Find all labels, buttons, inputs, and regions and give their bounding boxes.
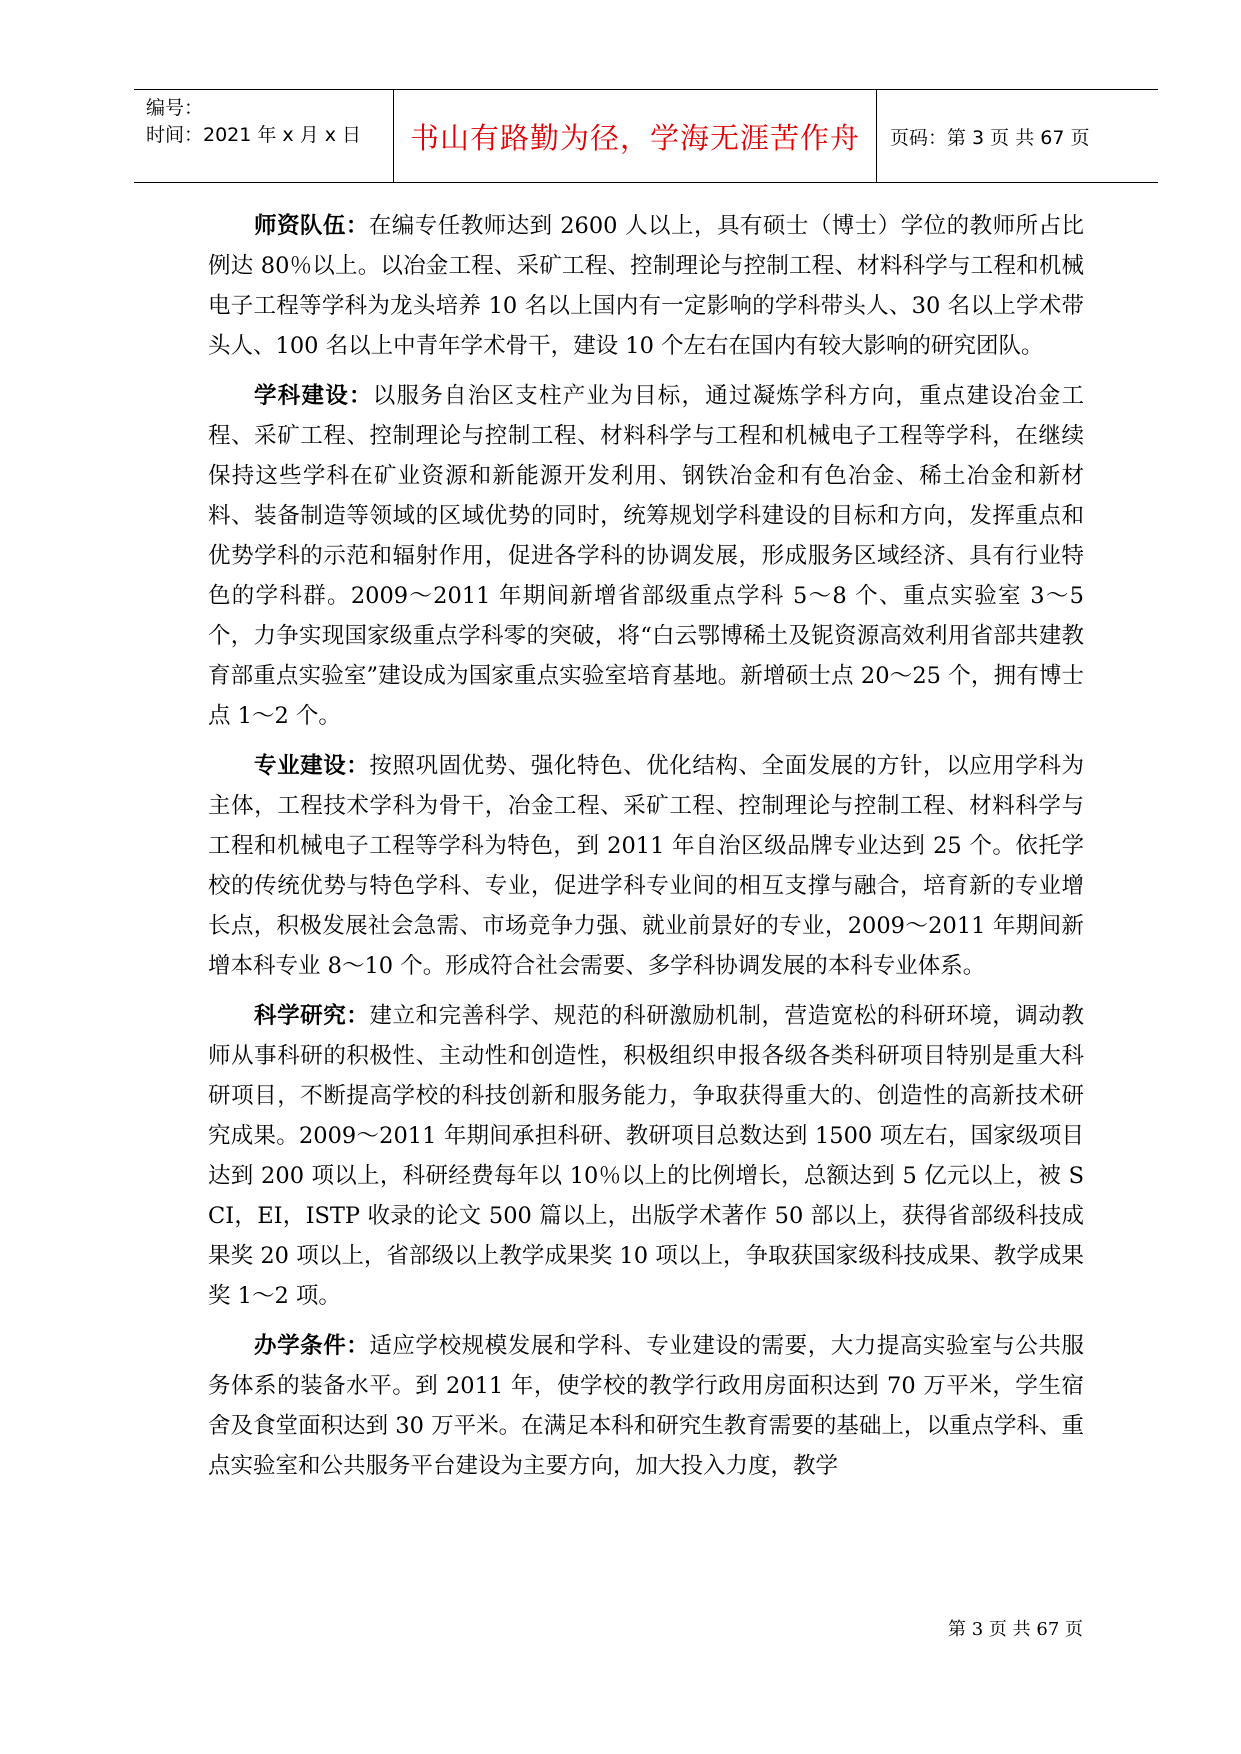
paragraph-text: 适应学校规模发展和学科、专业建设的需要，大力提高实验室与公共服务体系的装备水平。到 2011 年，使学校的教学行政用房面积达到 70 万平米，学生宿舍及食堂面积达到 30 万平米。在满足本科和研究生教育需要的基础上，以重点学科、重点实验室和公共服务平台建设为主要方向，加大投入力度，教学 (208, 1333, 1084, 1479)
document-body (208, 206, 1084, 1496)
header-motto: 书山有路勤为径，学海无涯苦作舟 (409, 120, 860, 155)
paragraph-faculty (208, 206, 1084, 366)
paragraph-research (208, 996, 1084, 1316)
page-footer: 第 3 页 共 67 页 (948, 1619, 1083, 1640)
paragraph-heading: 学科建设： (254, 383, 373, 409)
paragraph-heading: 师资队伍： (254, 213, 369, 239)
paragraph-heading: 专业建设： (254, 753, 370, 779)
paragraph-discipline (208, 376, 1084, 736)
paragraph-text: 建立和完善科学、规范的科研激励机制，营造宽松的科研环境，调动教师从事科研的积极性、主动性和创造性，积极组织申报各级各类科研项目特别是重大科研项目，不断提高学校的科技创新和服务能力，争取获得重大的、创造性的高新技术研究成果。2009～2011 年期间承担科研、教研项目总数达到 1500 项左右，国家级项目达到 200 项以上，科研经费每年以 10％以上的比例增长，总额达到 5 亿元以上，被 SCI，EI，ISTP 收录的论文 500 篇以上，出版学术著作 50 部以上，获得省部级科技成果奖 20 项以上，省部级以上教学成果奖 10 项以上，争取获国家级科技成果、教学成果奖 1～2 项。 (208, 1003, 1084, 1309)
paragraph-text: 以服务自治区支柱产业为目标，通过凝炼学科方向，重点建设冶金工程、采矿工程、控制理论与控制工程、材料科学与工程和机械电子工程等学科，在继续保持这些学科在矿业资源和新能源开发利用、钢铁冶金和有色冶金、稀土冶金和新材料、装备制造等领域的区域优势的同时，统筹规划学科建设的目标和方向，发挥重点和优势学科的示范和辐射作用，促进各学科的协调发展，形成服务区域经济、具有行业特色的学科群。2009～2011 年期间新增省部级重点学科 5～8 个、重点实验室 3～5 个，力争实现国家级重点学科零的突破，将“白云鄂博稀土及铌资源高效利用省部共建教育部重点实验室”建设成为国家重点实验室培育基地。新增硕士点 20～25 个，拥有博士点 1～2 个。 (208, 383, 1084, 729)
header-page-number: 页码：第 3 页 共 67 页 (890, 126, 1090, 149)
header-meta (146, 90, 396, 182)
page-header (134, 89, 1158, 183)
paragraph-major (208, 746, 1084, 986)
number-label: 编号： (146, 97, 204, 119)
paragraph-text: 按照巩固优势、强化特色、优化结构、全面发展的方针，以应用学科为主体，工程技术学科为骨干，冶金工程、采矿工程、控制理论与控制工程、材料科学与工程和机械电子工程等学科为特色，到 2011 年自治区级品牌专业达到 25 个。依托学校的传统优势与特色学科、专业，促进学科专业间的相互支撑与融合，培育新的专业增长点，积极发展社会急需、市场竞争力强、就业前景好的专业，2009～2011 年期间新增本科专业 8～10 个。形成符合社会需要、多学科协调发展的本科专业体系。 (208, 753, 1084, 979)
paragraph-conditions (208, 1326, 1084, 1486)
paragraph-heading: 办学条件： (254, 1333, 370, 1359)
paragraph-heading: 科学研究： (254, 1003, 370, 1029)
time-label: 时间：2021 年 x 月 x 日 (146, 124, 362, 146)
paragraph-text: 在编专任教师达到 2600 人以上，具有硕士（博士）学位的教师所占比例达 80％以上。以冶金工程、采矿工程、控制理论与控制工程、材料科学与工程和机械电子工程等学科为龙头培养 10 名以上国内有一定影响的学科带头人、30 名以上学术带头人、100 名以上中青年学术骨干，建设 10 个左右在国内有较大影响的研究团队。 (208, 213, 1084, 359)
divider (876, 90, 877, 182)
